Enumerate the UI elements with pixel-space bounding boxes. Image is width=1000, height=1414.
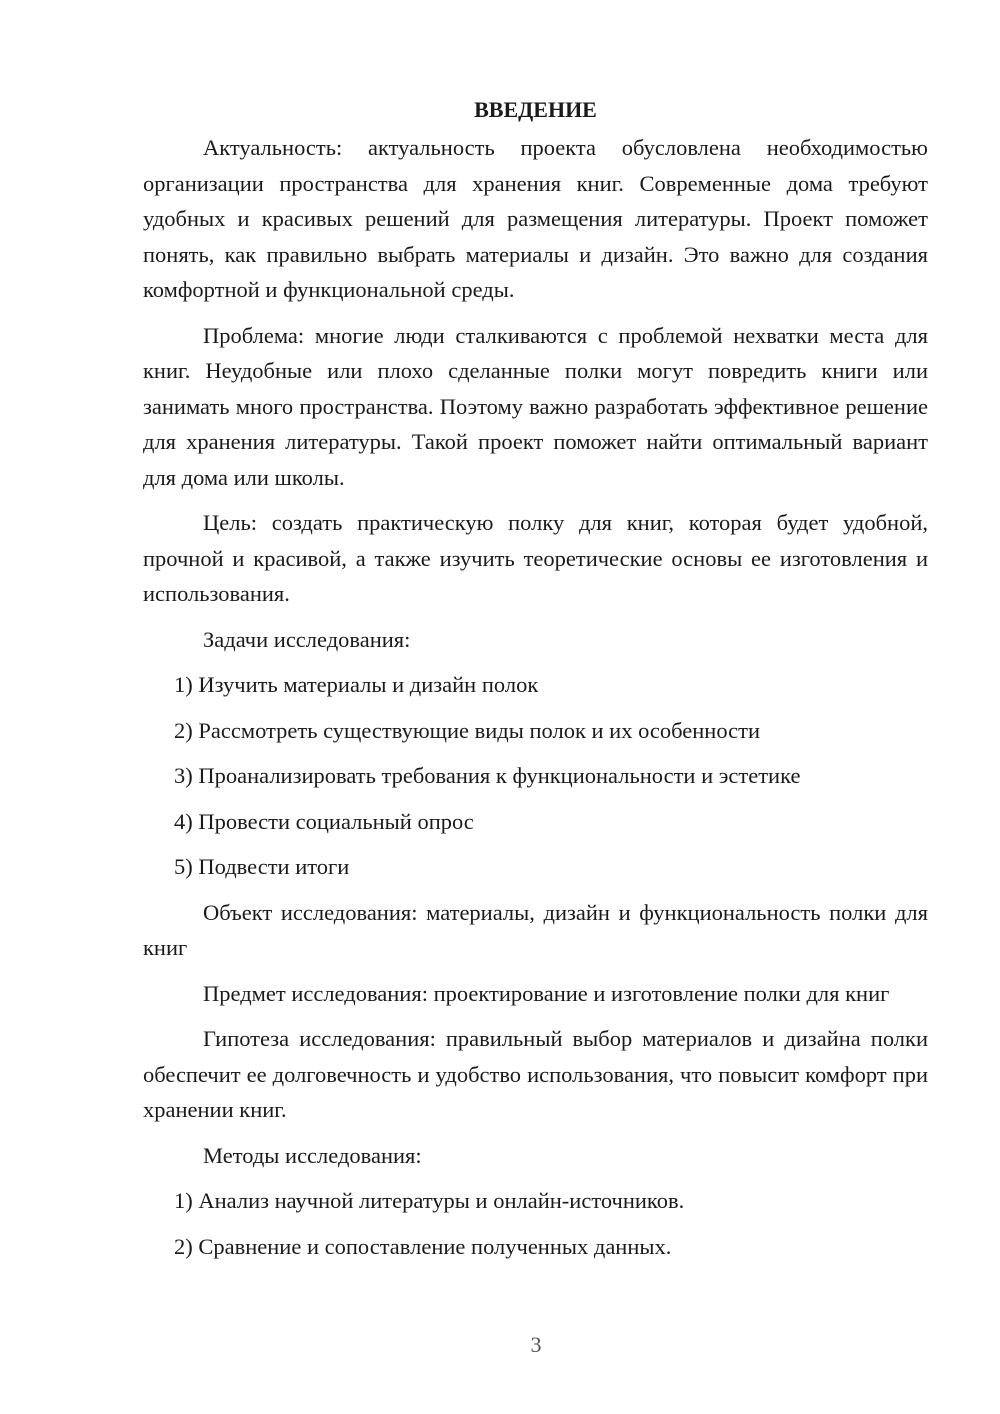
object-paragraph: Объект исследования: материалы, дизайн и функциональность полки для книг	[143, 899, 928, 960]
section-title: ВВЕДЕНИЕ	[474, 97, 597, 122]
method-item: 2) Сравнение и сопоставление полученных данных.	[174, 1233, 672, 1259]
task-item: 4) Провести социальный опрос	[174, 808, 474, 834]
task-item: 5) Подвести итоги	[174, 854, 350, 879]
task-item: 2) Рассмотреть существующие виды полок и их особенности	[174, 717, 761, 743]
hypothesis-paragraph: Гипотеза исследования: правильный выбор материалов и дизайна полки обеспечит ее долговечность и удобство использования, что повысит комфорт при хранении книг.	[143, 1026, 928, 1122]
document-page	[143, 92, 928, 1274]
subject-paragraph: Предмет исследования: проектирование и изготовление полки для книг	[203, 980, 890, 1006]
methods-heading: Методы исследования:	[203, 1142, 422, 1168]
method-item: 1) Анализ научной литературы и онлайн-источников.	[174, 1188, 685, 1213]
tasks-heading: Задачи исследования:	[203, 626, 411, 652]
task-item: 3) Проанализировать требования к функциональности и эстетике	[174, 763, 801, 788]
goal-paragraph: Цель: создать практическую полку для книг, которая будет удобной, прочной и красивой, а также изучить теоретические основы ее изготовления и использования.	[143, 510, 928, 606]
relevance-paragraph: Актуальность: актуальность проекта обусловлена необходимостью организации пространства для хранения книг. Современные дома требуют удобных и красивых решений для размещения литературы. Проект поможет понять, как правильно выбрать материалы и дизайн. Это важно для создания комфортной и функциональной среды.	[143, 135, 928, 302]
task-item: 1) Изучить материалы и дизайн полок	[174, 672, 539, 697]
page-number: 3	[530, 1332, 542, 1357]
problem-paragraph: Проблема: многие люди сталкиваются с проблемой нехватки места для книг. Неудобные или плохо сделанные полки могут повредить книги или занимать много пространства. Поэтому важно разработать эффективное решение для хранения литературы. Такой проект поможет найти оптимальный вариант для дома или школы.	[143, 322, 928, 490]
